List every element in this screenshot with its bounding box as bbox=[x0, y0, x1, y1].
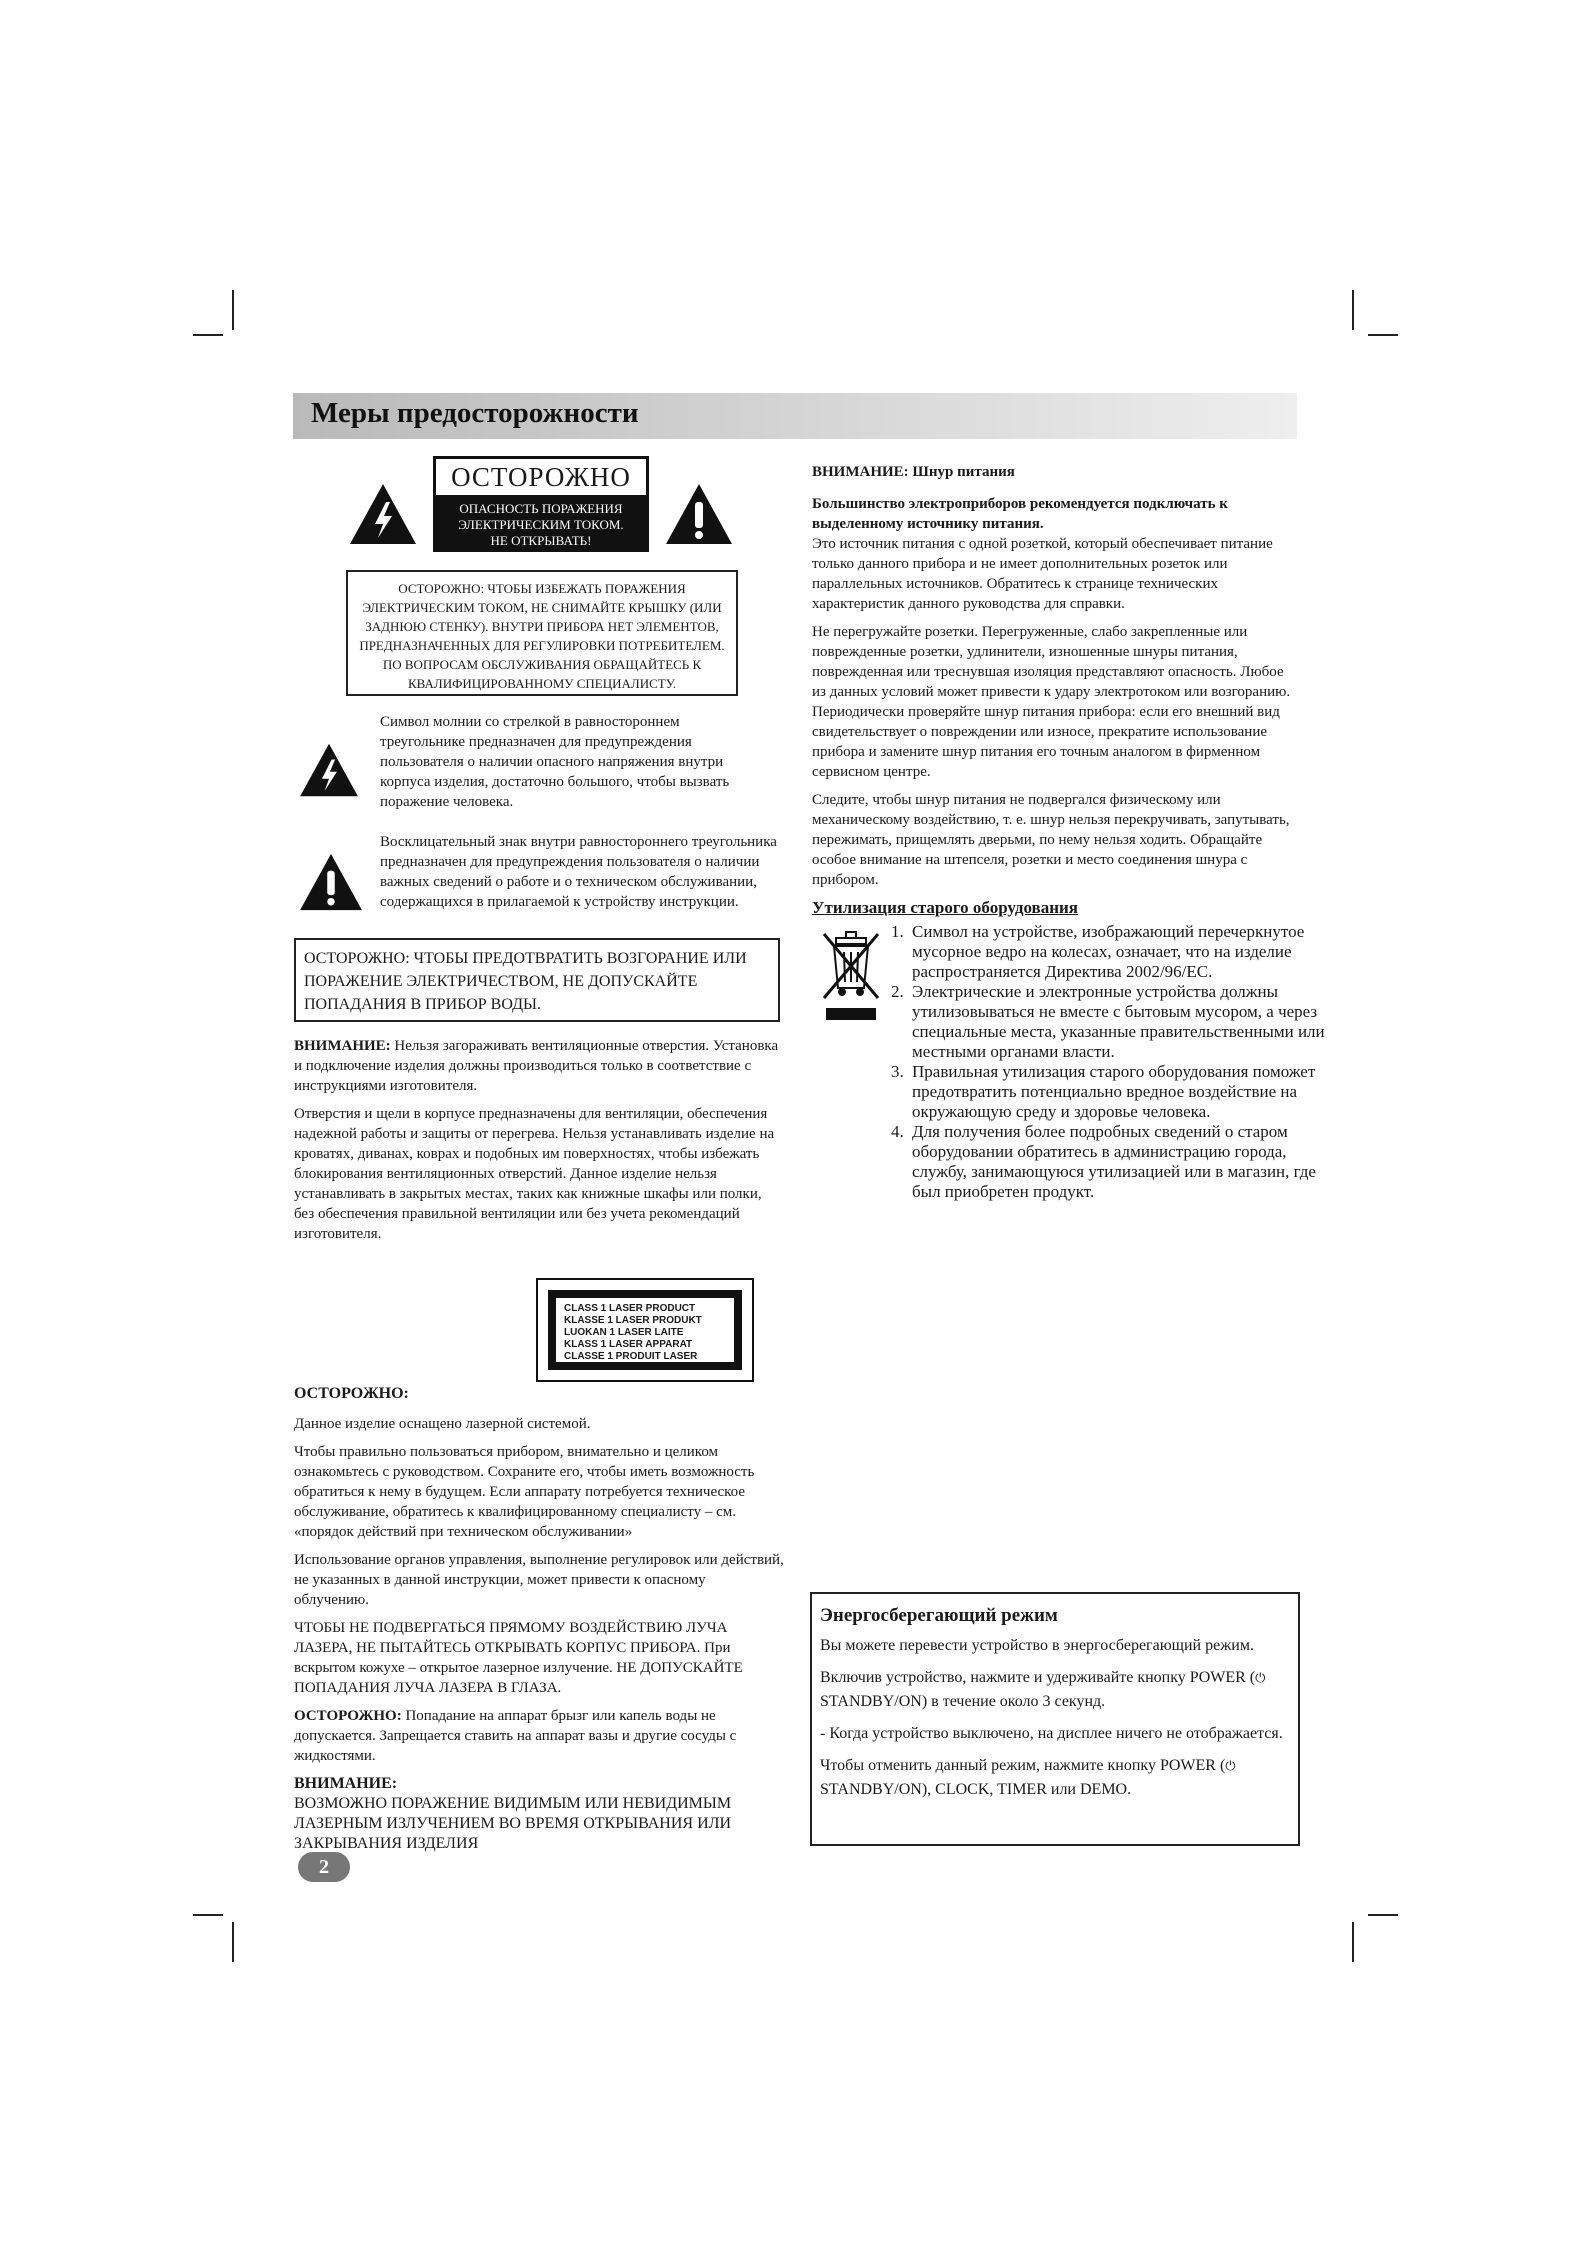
caution-label-title: ОСТОРОЖНО bbox=[433, 456, 649, 498]
exclamation-warning-icon bbox=[664, 482, 734, 546]
caution-label-body: ОПАСНОСТЬ ПОРАЖЕНИЯ ЭЛЕКТРИЧЕСКИМ ТОКОМ. НЕ ОТКРЫВАТЬ! bbox=[433, 498, 649, 552]
crop-mark bbox=[1368, 1914, 1398, 1916]
disposal-list bbox=[880, 922, 1328, 1202]
disposal-item: 4. Для получения более подробных сведений о старом оборудовании обратитесь в администрацию города, службу, занимающуюся утилизацией или в магазин, где был приобретен продукт. bbox=[908, 1122, 1328, 1202]
lightning-symbol-icon bbox=[298, 742, 360, 798]
lightning-warning-icon bbox=[348, 482, 418, 546]
crop-mark bbox=[1352, 290, 1354, 330]
crop-mark bbox=[1368, 334, 1398, 336]
crop-mark bbox=[193, 334, 223, 336]
energy-saving-title: Энергосберегающий режим bbox=[820, 1605, 1058, 1626]
ventilation-p1: ВНИМАНИЕ: Нельзя загораживать вентиляционные отверстия. Установка и подключение изделия должны производиться только в соответствие с инструкциями изготовителя. bbox=[294, 1038, 779, 1094]
ventilation-p2: Отверстия и щели в корпусе предназначены для вентиляции, обеспечения надежной работы и защиты от перегрева. Нельзя устанавливать изделие на кроватях, диванах, коврах и подобных им поверхностях, чтобы избежать блокирования вентиляционных отверстий. Данное изделие нельзя устанавливать в закрытых местах, таких как книжные шкафы или полки, без обеспечения правильной вентиляции или без учета рекомендаций изготовителя. bbox=[294, 1106, 775, 1242]
caution-text-box: ОСТОРОЖНО: ЧТОБЫ ИЗБЕЖАТЬ ПОРАЖЕНИЯ ЭЛЕКТРИЧЕСКИМ ТОКОМ, НЕ СНИМАЙТЕ КРЫШКУ (ИЛИ ЗАДНЮЮ СТЕНКУ). ВНУТРИ ПРИБОРА НЕТ ЭЛЕМЕНТОВ, ПРЕДНАЗНАЧЕННЫХ ДЛЯ РЕГУЛИРОВКИ ПОТРЕБИТЕЛЕМ. ПО ВОПРОСАМ ОБСЛУЖИВАНИЯ ОБРАЩАЙТЕСЬ К КВАЛИФИЦИРОВАННОМУ СПЕЦИАЛИСТУ. bbox=[346, 570, 738, 696]
laser-section: ОСТОРОЖНО: Данное изделие оснащено лазерной системой. Чтобы правильно пользоваться прибором, внимательно и целиком ознакомьтесь с руководством. Сохраните его, чтобы иметь возможность обратиться к нему в будущем. Если аппарату потребуется техническое обслуживание, обратитесь к квалифицированному специалисту – см. «порядок действий при техническом обслуживании» Использование органов управления, выполнение регулировок или действий, не указанных в данной инструкции, может привести к опасному облучению. ЧТОБЫ НЕ ПОДВЕРГАТЬСЯ ПРЯМОМУ ВОЗДЕЙСТВИЮ ЛУЧА ЛАЗЕРА, НЕ ПЫТАЙТЕСЬ ОТКРЫВАТЬ КОРПУС ПРИБОРА. При вскрытом кожухе – открытое лазерное излучение. НЕ ДОПУСКАЙТЕ ПОПАДАНИЯ ЛУЧА ЛАЗЕРА В ГЛАЗА. ОСТОРОЖНО: Попадание на аппарат брызг или капель воды не допускается. Запрещается ставить на аппарат вазы и другие сосуды с жидкостями. ВНИМАНИЕ: ВОЗМОЖНО ПОРАЖЕНИЕ ВИДИМЫМ ИЛИ НЕВИДИМЫМ ЛАЗЕРНЫМ ИЗЛУЧЕНИЕМ ВО ВРЕМЯ ОТКРЫВАНИЯ ИЛИ ЗАКРЫВАНИЯ ИЗДЕЛИЯ bbox=[294, 1385, 784, 1852]
page-title: Меры предосторожности bbox=[311, 397, 639, 429]
caution-label bbox=[433, 456, 649, 558]
laser-class-text: CLASS 1 LASER PRODUCT KLASSE 1 LASER PRODUKT LUOKAN 1 LASER LAITE KLASS 1 LASER APPARAT CLASSE 1 PRODUIT LASER bbox=[548, 1290, 742, 1370]
disposal-item: 3. Правильная утилизация старого оборудования поможет предотвратить потенциально вредное воздействие на окружающую среду и здоровье человека. bbox=[908, 1062, 1328, 1122]
power-icon: ⏻ bbox=[1255, 1670, 1266, 1685]
crossed-bin-icon bbox=[818, 926, 884, 1022]
power-icon: ⏻ bbox=[1225, 1758, 1236, 1773]
page-number-badge bbox=[298, 1852, 350, 1882]
laser-heading: ОСТОРОЖНО: bbox=[294, 1385, 409, 1402]
section-header bbox=[293, 393, 1297, 439]
lightning-explanation: Символ молнии со стрелкой в равностороннем треугольнике предназначен для предупреждения пользователя о наличии опасного напряжения внутри корпуса изделия, достаточно большого, чтобы вызвать поражение человека. bbox=[380, 714, 730, 810]
crop-mark bbox=[193, 1914, 223, 1916]
power-cord-bold: Большинство электроприборов рекомендуется подключать к выделенному источнику питания. bbox=[812, 496, 1228, 532]
power-cord-section: ВНИМАНИЕ: Шнур питания Большинство электроприборов рекомендуется подключать к выделенному источнику питания. Это источник питания с одной розеткой, который обеспечивает питание только данного прибора и не имеет дополнительных розеток или параллельных источников. Обратитесь к странице технических характеристик данного руководства для справки. Не перегружайте розетки. Перегруженные, слабо закрепленные или поврежденные розетки, удлинители, изношенные шнуры питания, поврежденная или треснувшая изоляция представляют опасность. Любое из данных условий может привести к удару электротоком или возгоранию. Периодически проверяйте шнур питания прибора: если его внешний вид свидетельствует о повреждении или износе, прекратите использование прибора и замените шнур питания его точным аналогом в фирменном сервисном центре. Следите, чтобы шнур питания не подвергался физическому или механическому воздействию, т. е. шнур нельзя перекручивать, запутывать, пережимать, прищемлять дверьми, по нему нельзя ходить. Обращайте особое внимание на штепселя, розетки и место соединения шнура с прибором. bbox=[812, 462, 1300, 898]
crop-mark bbox=[232, 1922, 234, 1962]
power-cord-heading: ВНИМАНИЕ: Шнур питания bbox=[812, 464, 1015, 480]
ventilation-section bbox=[294, 1036, 784, 1252]
page-number: 2 bbox=[319, 1856, 329, 1878]
crop-mark bbox=[1352, 1922, 1354, 1962]
exclamation-symbol-icon bbox=[298, 852, 364, 912]
laser-class-label bbox=[536, 1278, 754, 1382]
disposal-item: 2. Электрические и электронные устройства должны утилизовываться не вместе с бытовым мусором, а через специальные места, указанные правительственными или местными органами власти. bbox=[908, 982, 1328, 1062]
disposal-item: 1. Символ на устройстве, изображающий перечеркнутое мусорное ведро на колесах, означает, что на изделие распространяется Директива 2002/96/EC. bbox=[908, 922, 1328, 982]
exclamation-explanation: Восклицательный знак внутри равностороннего треугольника предназначен для предупреждения пользователя о наличии важных сведений о работе и о техническом обслуживании, содержащихся в прилагаемой к устройству инструкции. bbox=[380, 834, 777, 910]
disposal-heading: Утилизация старого оборудования bbox=[812, 898, 1079, 917]
energy-saving-box: Энергосберегающий режим Вы можете перевести устройство в энергосберегающий режим. Включив устройство, нажмите и удерживайте кнопку POWER (⏻ STANDBY/ON) в течение около 3 секунд. - Когда устройство выключено, на дисплее ничего не отображается. Чтобы отменить данный режим, нажмите кнопку POWER (⏻ STANDBY/ON), CLOCK, TIMER или DEMO. bbox=[810, 1592, 1300, 1846]
crop-mark bbox=[232, 290, 234, 330]
fire-warning-box: ОСТОРОЖНО: ЧТОБЫ ПРЕДОТВРАТИТЬ ВОЗГОРАНИЕ ИЛИ ПОРАЖЕНИЕ ЭЛЕКТРИЧЕСТВОМ, НЕ ДОПУСКАЙТЕ ПОПАДАНИЯ В ПРИБОР ВОДЫ. bbox=[294, 938, 780, 1022]
